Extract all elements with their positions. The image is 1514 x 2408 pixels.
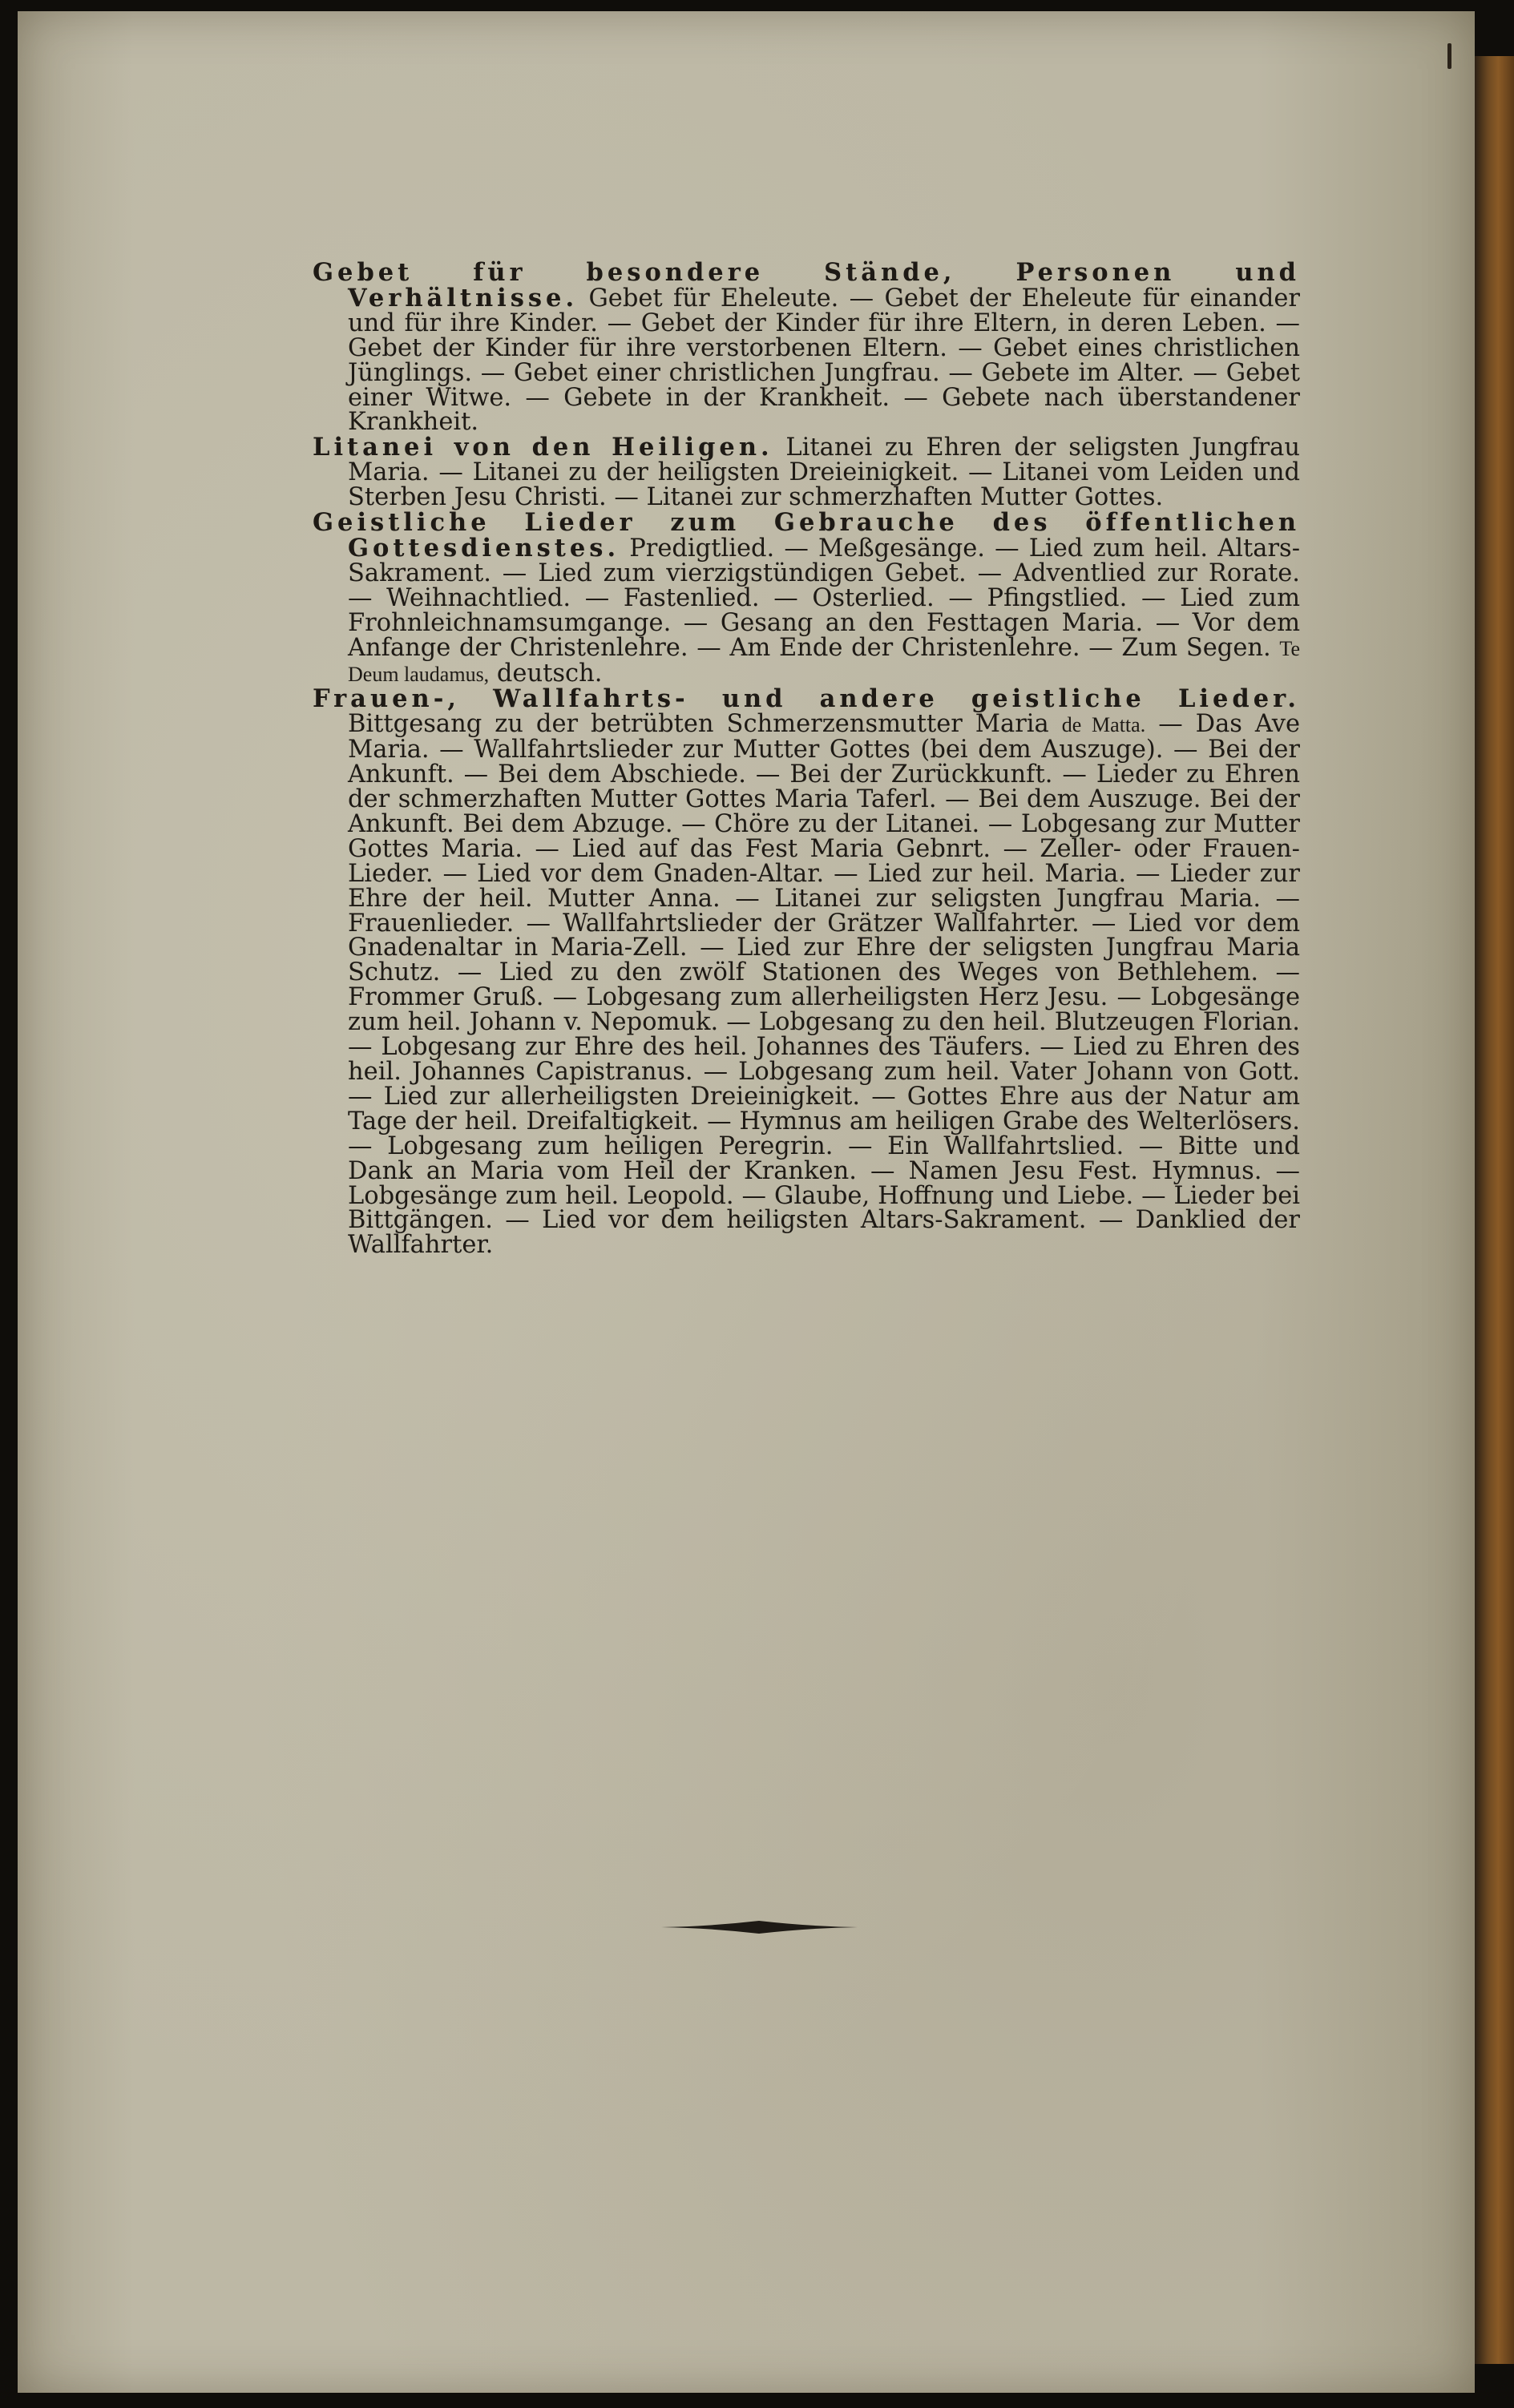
entry-body: Predigtlied. — Meßgesänge. — Lied zum heil. Altars-Sakrament. — Lied zum vierzigstündigen Gebet. — Adventlied zur Rorate. — Weihnachtlied. — Fastenlied. — Osterlied. — Pfingstlied. — Lied zum Frohnleichnamsumgange. — Gesang an den Festtagen Maria. — Vor dem Anfange der Christenlehre. — Am Ende der Christenlehre. — Zum Segen. xyxy=(348,534,1300,662)
table-of-contents-text xyxy=(313,260,1300,1258)
book-spine-edge xyxy=(1475,56,1514,2364)
entry-tail: deutsch. xyxy=(496,659,603,688)
entry-tail: — Das Ave Maria. — Wallfahrtslieder zur Mutter Gottes (bei dem Auszuge). — Bei der Ankunft. — Bei dem Abschiede. — Bei der Zurückkunft. — Lieder zu Ehren der schmerzhaften Mutter Gottes Maria Taferl. — Bei dem Auszuge. Bei der Ankunft. Bei dem Abzuge. — Chöre zu der Litanei. — Lobgesang zur Mutter Gottes Maria. — Lied auf das Fest Maria Gebnrt. — Zeller- oder Frauen-Lieder. — Lied vor dem Gnaden-Altar. — Lied zur heil. Maria. — Lieder zur Ehre der heil. Mutter Anna. — Litanei zur seligsten Jungfrau Maria. — Frauenlieder. — Wallfahrtslieder der Grätzer Wallfahrter. — Lied vor dem Gnadenaltar in Maria-Zell. — Lied zur Ehre der seligsten Jungfrau Maria Schutz. — Lied zu den zwölf Stationen des Weges von Bethlehem. — Frommer Gruß. — Lobgesang zum allerheiligsten Herz Jesu. — Lobgesänge zum heil. Johann v. Nepomuk. — Lobgesang zu den heil. Blutzeugen Florian. — Lobgesang zur Ehre des heil. Johannes des Täufers. — Lied zu Ehren des heil. Johannes Capistranus. — Lobgesang zum heil. Vater Johann von Gott. — Lied zur allerheiligsten Dreieinigkeit. — Gottes Ehre aus der Natur am Tage der heil. Dreifaltigkeit. — Hymnus am heiligen Grabe des Welterlösers. — Lobgesang zum heiligen Peregrin. — Ein Wallfahrtslied. — Bitte und Dank an Maria vom Heil der Kranken. — Namen Jesu Fest. Hymnus. — Lobgesänge zum heil. Leopold. — Glaube, Hoffnung und Liebe. — Lieder bei Bittgängen. — Lied vor dem heiligsten Altars-Sakrament. — Danklied der Wallfahrter. xyxy=(348,710,1300,1260)
scan-corner xyxy=(1475,2364,1514,2408)
toc-entry-pilgrimage-songs xyxy=(313,684,1300,1260)
toc-entry-litanies xyxy=(313,435,1300,510)
entry-heading: Gebet für besondere Stände, Personen und Verhältnisse. xyxy=(313,258,1300,313)
entry-body: Litanei zu Ehren der seligsten Jungfrau Maria. — Litanei zu der heiligsten Dreieinigkeit. — Litanei vom Leiden und Sterben Jesu Christi. — Litanei zur schmerzhaften Mutter Gottes. xyxy=(348,434,1300,512)
entry-heading: Frauen-, Wallfahrts- und andere geistliche Lieder. xyxy=(313,684,1300,714)
entry-latin-text: de Matta. xyxy=(1061,713,1146,737)
closing-ornament-rule xyxy=(661,1918,858,1936)
page-mark xyxy=(1447,43,1451,69)
entry-heading: Geistliche Lieder zum Gebrauche des öffentlichen Gottesdienstes. xyxy=(313,508,1300,563)
toc-entry-prayers xyxy=(313,260,1300,435)
toc-entry-hymns xyxy=(313,510,1300,687)
entry-body: Gebet für Eheleute. — Gebet der Eheleute für einander und für ihre Kinder. — Gebet der Kinder für ihre Eltern, in deren Leben. — Gebet der Kinder für ihre verstorbenen Eltern. — Gebet eines christlichen Jünglings. — Gebet einer christlichen Jungfrau. — Gebete im Alter. — Gebet einer Witwe. — Gebete in der Krankheit. — Gebete nach überstandener Krankheit. xyxy=(348,284,1300,437)
entry-heading: Litanei von den Heiligen. xyxy=(313,433,773,462)
entry-latin-text: Te Deum laudamus, xyxy=(348,636,1300,686)
entry-body: Bittgesang zu der betrübten Schmerzensmutter Maria xyxy=(348,710,1049,739)
